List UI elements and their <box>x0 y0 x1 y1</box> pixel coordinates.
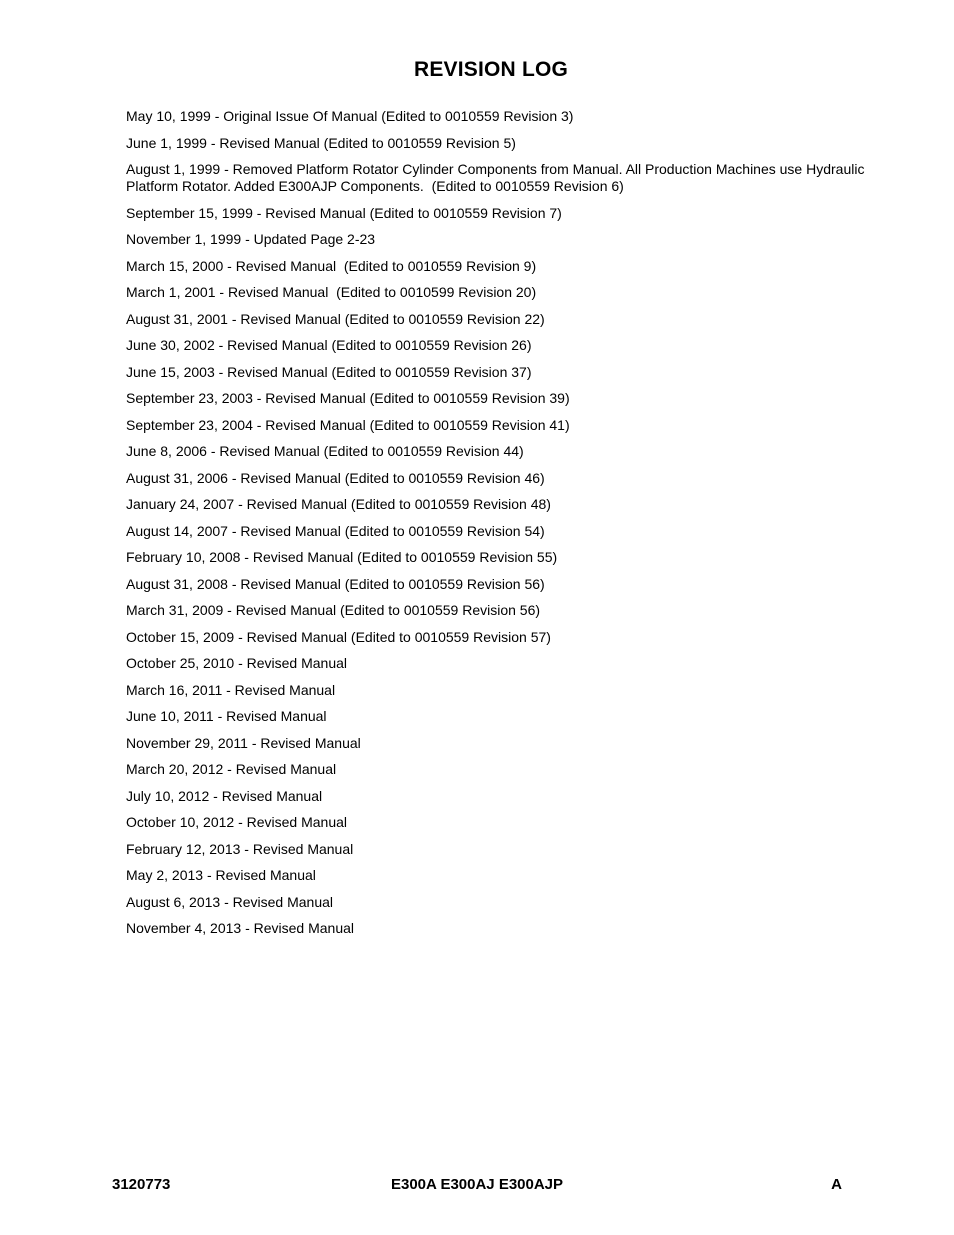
revision-entry: June 30, 2002 - Revised Manual (Edited to 0010559 Revision 26) <box>126 337 532 353</box>
revision-entry: October 25, 2010 - Revised Manual <box>126 655 348 671</box>
revision-entry: March 31, 2009 - Revised Manual (Edited to 0010559 Revision 56) <box>126 602 541 618</box>
revision-entry: March 16, 2011 - Revised Manual <box>126 681 336 698</box>
revision-entry: March 15, 2000 - Revised Manual (Edited to 0010559 Revision 9) <box>126 257 537 274</box>
revision-entry: November 1, 1999 - Updated Page 2-23 <box>126 231 376 247</box>
revision-entry: March 20, 2012 - Revised Manual <box>126 761 337 777</box>
revision-entry: September 23, 2004 - Revised Manual (Edited to 0010559 Revision 41) <box>126 416 570 433</box>
page-number: A <box>831 1176 842 1193</box>
revision-entry: November 4, 2013 - Revised Manual <box>126 920 355 936</box>
revision-entry: November 29, 2011 - Revised Manual <box>126 734 361 751</box>
revision-entry: August 31, 2006 - Revised Manual (Edited to 0010559 Revision 46) <box>126 469 545 486</box>
revision-entry: August 31, 2001 - Revised Manual (Edited to 0010559 Revision 22) <box>126 310 545 327</box>
revision-entry: June 1, 1999 - Revised Manual (Edited to 0010559 Revision 5) <box>126 134 516 151</box>
revision-entry: October 15, 2009 - Revised Manual (Edited to 0010559 Revision 57) <box>126 628 551 645</box>
revision-entry: August 1, 1999 - Removed Platform Rotator Cylinder Components from Manual. All Production Machines use Hydraulic Platform Rotator. Added E300AJP Components. (Edited to 0010559 Revision 6) <box>126 161 869 194</box>
revision-entry: May 2, 2013 - Revised Manual <box>126 867 316 883</box>
revision-entry: July 10, 2012 - Revised Manual <box>126 787 323 804</box>
revision-entry: September 23, 2003 - Revised Manual (Edited to 0010559 Revision 39) <box>126 390 570 406</box>
revision-entry: October 10, 2012 - Revised Manual <box>126 814 348 830</box>
revision-entry: August 31, 2008 - Revised Manual (Edited to 0010559 Revision 56) <box>126 575 545 592</box>
revision-entry: September 15, 1999 - Revised Manual (Edited to 0010559 Revision 7) <box>126 204 562 221</box>
revision-entry: June 8, 2006 - Revised Manual (Edited to 0010559 Revision 44) <box>126 443 524 459</box>
revision-entry: August 6, 2013 - Revised Manual <box>126 893 334 910</box>
revision-list <box>126 108 878 947</box>
revision-entry: June 10, 2011 - Revised Manual <box>126 708 327 724</box>
revision-entry: January 24, 2007 - Revised Manual (Edited to 0010559 Revision 48) <box>126 496 551 512</box>
revision-entry: March 1, 2001 - Revised Manual (Edited to 0010599 Revision 20) <box>126 284 537 300</box>
revision-entry: February 12, 2013 - Revised Manual <box>126 840 354 857</box>
revision-entry: June 15, 2003 - Revised Manual (Edited to 0010559 Revision 37) <box>126 363 532 380</box>
document-number: 3120773 <box>112 1176 171 1193</box>
page-title: REVISION LOG <box>413 58 569 82</box>
revision-entry: February 10, 2008 - Revised Manual (Edited to 0010559 Revision 55) <box>126 549 558 565</box>
revision-entry: May 10, 1999 - Original Issue Of Manual (Edited to 0010559 Revision 3) <box>126 108 574 124</box>
model-list: E300A E300AJ E300AJP <box>390 1176 564 1193</box>
page-footer <box>112 1176 842 1196</box>
revision-entry: August 14, 2007 - Revised Manual (Edited to 0010559 Revision 54) <box>126 522 545 539</box>
